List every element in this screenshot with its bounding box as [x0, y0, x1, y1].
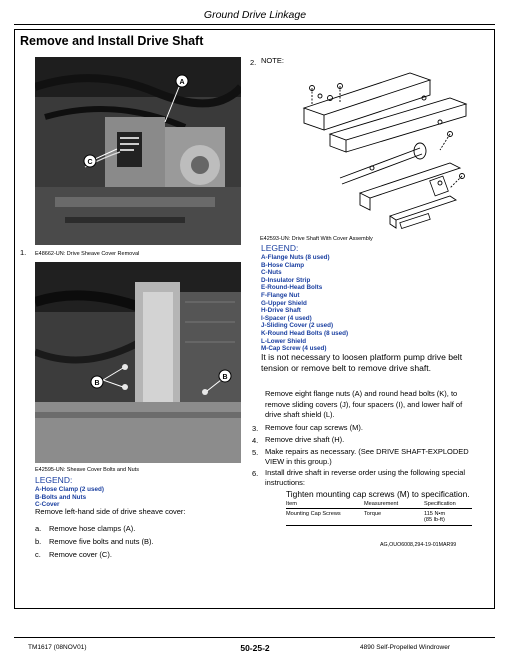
legend-item: B-Hose Clamp — [261, 261, 305, 269]
legend-item: B-Bolts and Nuts — [35, 493, 87, 501]
note-body: It is not necessary to loosen platform pump drive belt tension or remove belt to remove drive shaft. — [261, 352, 463, 373]
sheave-cover-intro: Remove left-hand side of drive sheave cover: — [35, 507, 186, 516]
substep-c-label: c. — [35, 550, 41, 559]
spec-value-imperial: (85 lb-ft) — [424, 517, 445, 523]
tighten-instruction: Tighten mounting cap screws (M) to specification. — [286, 489, 470, 499]
footer-page-number: 50-25-2 — [240, 643, 270, 653]
spec-header-specification: Specification — [424, 500, 472, 509]
spec-value-metric: 115 N•m — [424, 511, 446, 517]
footer-manual-id: TM1617 (08NOV01) — [28, 644, 87, 651]
step-3-number: 3. — [252, 424, 259, 433]
legend-item: K-Round Head Bolts (8 used) — [261, 329, 349, 337]
figure-1-caption: E48662-UN: Drive Sheave Cover Removal — [35, 251, 140, 257]
step-4-text: Remove drive shaft (H). — [265, 435, 345, 444]
figure-2-callout-b-left: B — [94, 380, 100, 387]
step-5-number: 5. — [252, 448, 259, 457]
legend-item: F-Flange Nut — [261, 291, 300, 299]
legend-item: C-Cover — [35, 501, 60, 509]
legend-item: E-Round-Head Bolts — [261, 284, 323, 292]
legend-item: G-Upper Shield — [261, 299, 307, 307]
step-5-text: Make repairs as necessary. (See DRIVE SHAFT-EXPLODED VIEW in this group.) — [265, 447, 469, 466]
spec-item: Mounting Cap Screws — [286, 509, 364, 526]
figure-3-legend-heading: LEGEND: — [261, 243, 299, 253]
figure-1-photo — [35, 57, 241, 245]
step-6-text: Install drive shaft in reverse order using the following special instructions: — [265, 468, 466, 487]
header-rule — [14, 24, 495, 25]
figure-2-caption: E42595-UN: Sheave Cover Bolts and Nuts — [35, 467, 139, 473]
note-label: NOTE: — [261, 56, 284, 65]
figure-3-drawing — [300, 68, 472, 234]
page-header-title: Ground Drive Linkage — [203, 9, 307, 21]
substep-c-text: Remove cover (C). — [49, 550, 112, 559]
legend-item: H-Drive Shaft — [261, 307, 301, 315]
spec-measurement: Torque — [364, 509, 424, 526]
legend-item: A-Flange Nuts (8 used) — [261, 254, 330, 261]
substep-b-text: Remove five bolts and nuts (B). — [49, 537, 154, 546]
figure-3-legend — [261, 254, 348, 353]
figure-1-callout-a: A — [179, 79, 185, 86]
section-title: Remove and Install Drive Shaft — [20, 34, 204, 48]
substep-b-label: b. — [35, 537, 42, 546]
table-row — [286, 509, 472, 526]
spec-header-measurement: Measurement — [364, 500, 424, 509]
legend-item: D-Insulator Strip — [261, 276, 311, 284]
legend-item: L-Lower Shield — [261, 337, 307, 345]
legend-item: M-Cap Screw (4 used) — [261, 345, 327, 353]
substep-a-text: Remove hose clamps (A). — [49, 524, 136, 533]
footer-rule — [14, 637, 495, 638]
legend-item: J-Sliding Cover (2 used) — [261, 322, 334, 330]
step-4-number: 4. — [252, 436, 259, 445]
figure-2-legend — [35, 486, 104, 509]
spec-table — [286, 500, 472, 526]
substep-a-label: a. — [35, 524, 42, 533]
spec-value — [424, 509, 472, 526]
step-2-number: 2. — [250, 58, 257, 67]
removal-paragraph: Remove eight flange nuts (A) and round head bolts (K), to remove sliding covers (J), four spacers (I), and lower half of drive shaft shield (L). — [265, 389, 463, 419]
figure-2-callout-b-right: B — [222, 374, 228, 381]
figure-2-legend-heading: LEGEND: — [35, 475, 73, 485]
figure-1-callout-c: C — [87, 159, 93, 166]
step-6-number: 6. — [252, 469, 259, 478]
figure-3-caption: E42593-UN: Drive Shaft With Cover Assembly — [260, 236, 373, 242]
spec-table-header — [286, 500, 472, 509]
footer-product-name: 4890 Self-Propelled Windrower — [360, 644, 450, 651]
step-3-text: Remove four cap screws (M). — [265, 423, 363, 432]
legend-item: I-Spacer (4 used) — [261, 314, 312, 322]
step-1-number: 1. — [20, 248, 27, 257]
legend-item: A-Hose Clamp (2 used) — [35, 486, 104, 493]
reference-code: AG,OUO6008,294-19-01MAR99 — [380, 542, 457, 548]
legend-item: C-Nuts — [261, 269, 282, 277]
spec-header-item: Item — [286, 500, 364, 509]
figure-2-photo — [35, 262, 241, 463]
